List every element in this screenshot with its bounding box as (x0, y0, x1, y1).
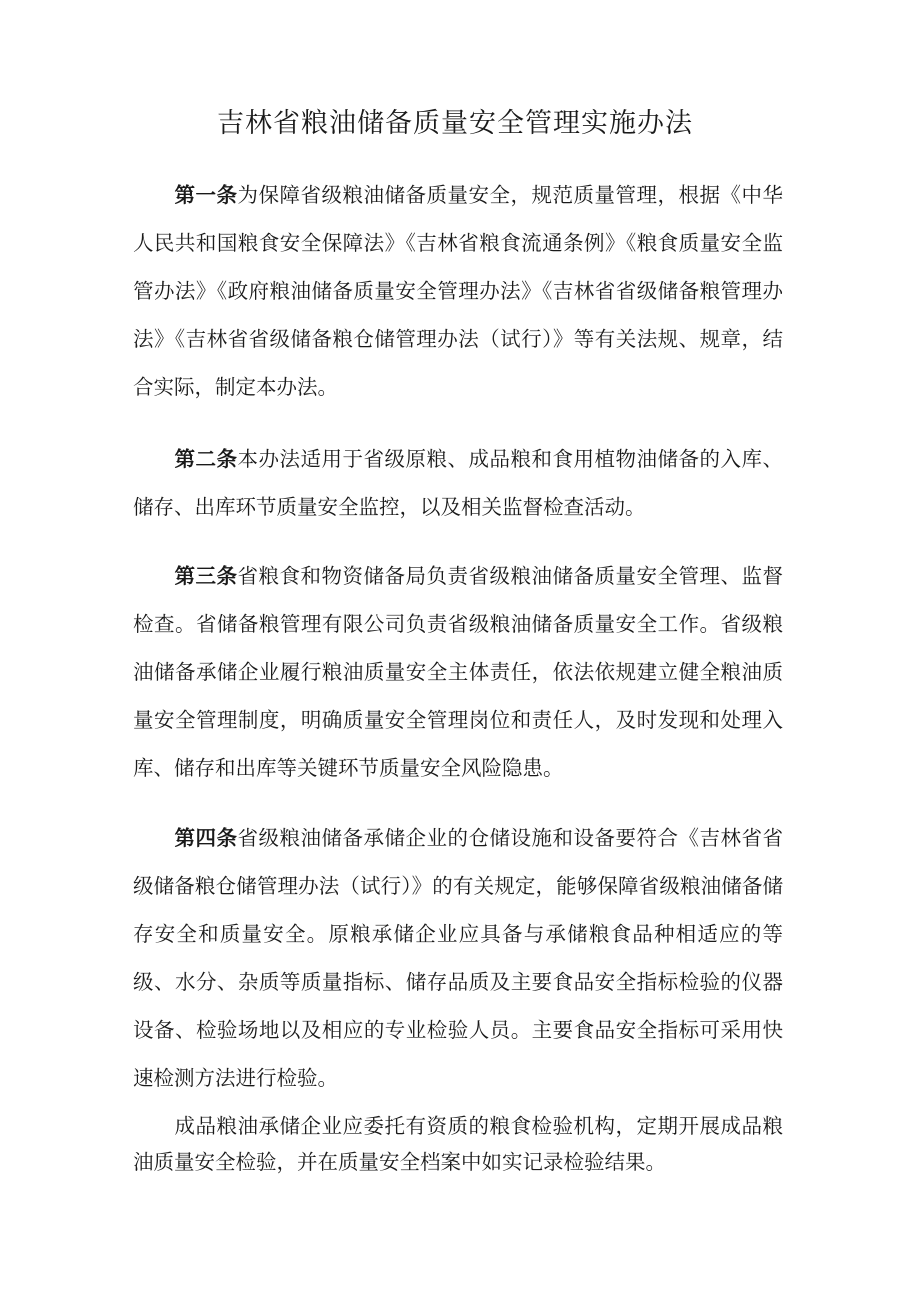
continuation-text: 成品粮油承储企业应委托有资质的粮食检验机构，定期开展成品粮油质量安全检验，并在质量安全档案中如实记录检验结果。 (133, 1114, 783, 1174)
article-2-number: 第二条 (174, 447, 238, 471)
article-4-number: 第四条 (174, 826, 238, 850)
document-title: 吉林省粮油储备质量安全管理实施办法 (217, 108, 693, 139)
article-2 (133, 435, 783, 531)
article-2-text: 本办法适用于省级原粮、成品粮和食用植物油储备的入库、储存、出库环节质量安全监控，以及相关监督检查活动。 (133, 447, 783, 519)
article-1-text: 为保障省级粮油储备质量安全，规范质量管理，根据《中华人民共和国粮食安全保障法》《吉林省粮食流通条例》《粮食质量安全监管办法》《政府粮油储备质量安全管理办法》《吉林省省级储备粮管理办法》《吉林省省级储备粮仓储管理办法（试行）》等有关法规、规章，结合实际，制定本办法。 (133, 183, 783, 399)
article-1-number: 第一条 (174, 183, 238, 207)
article-3-text: 省粮食和物资储备局负责省级粮油储备质量安全管理、监督检查。省储备粮管理有限公司负责省级粮油储备质量安全工作。省级粮油储备承储企业履行粮油质量安全主体责任，依法依规建立健全粮油质量安全管理制度，明确质量安全管理岗位和责任人，及时发现和处理入库、储存和出库等关键环节质量安全风险隐患。 (133, 564, 783, 780)
article-4 (133, 814, 783, 1102)
article-4-text: 省级粮油储备承储企业的仓储设施和设备要符合《吉林省省级储备粮仓储管理办法（试行）》的有关规定，能够保障省级粮油储备储存安全和质量安全。原粮承储企业应具备与承储粮食品种相适应的等级、水分、杂质等质量指标、储存品质及主要食品安全指标检验的仪器设备、检验场地以及相应的专业检验人员。主要食品安全指标可采用快速检测方法进行检验。 (133, 826, 783, 1090)
article-3-number: 第三条 (174, 564, 238, 588)
article-1 (133, 171, 783, 411)
continuation-paragraph (133, 1108, 783, 1180)
article-3 (133, 552, 783, 792)
